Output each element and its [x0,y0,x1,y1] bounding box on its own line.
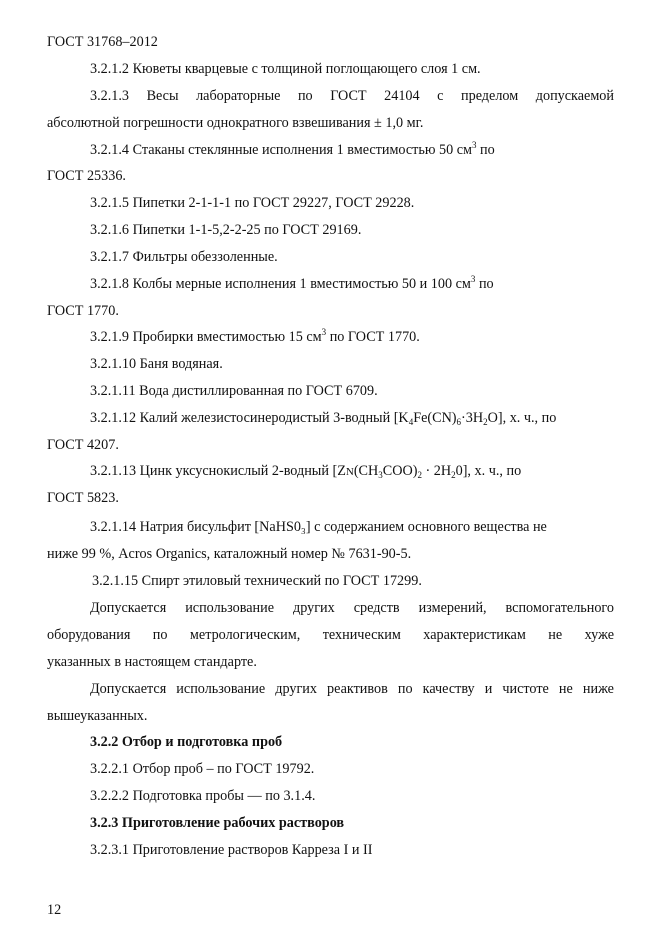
document-header: ГОСТ 31768–2012 [47,34,158,50]
item-3-2-1-12-line2: ГОСТ 4207. [47,437,119,453]
page-number: 12 [47,902,62,918]
section-heading-3-2-3: 3.2.3 Приготовление рабочих растворов [90,815,345,831]
item-3-2-1-7: 3.2.1.7 Фильтры обеззоленные. [90,249,278,265]
section-heading-3-2-2: 3.2.2 Отбор и подготовка проб [90,734,283,750]
item-3-2-1-8-line2: ГОСТ 1770. [47,303,119,319]
item-3-2-1-13-line2: ГОСТ 5823. [47,490,119,506]
item-3-2-2-2: 3.2.2.2 Подготовка пробы — по 3.1.4. [90,788,316,804]
item-3-2-1-14-line1: 3.2.1.14 Натрия бисульфит [NaHS0₃] с содержанием основного вещества не [90,519,547,535]
item-3-2-1-15: 3.2.1.15 Спирт этиловый технический по ГОСТ 17299. [92,573,422,589]
paragraph-1-line1: Допускается использование других средств измерений, вспомогательного [90,600,614,616]
item-3-2-2-1: 3.2.2.1 Отбор проб – по ГОСТ 19792. [90,761,315,777]
item-3-2-1-3-line2: абсолютной погрешности однократного взвешивания ± 1,0 мг. [47,115,424,131]
item-3-2-1-10: 3.2.1.10 Баня водяная. [90,356,223,372]
item-3-2-1-9: 3.2.1.9 Пробирки вместимостью 15 $см^3$ по ГОСТ 1770. [90,327,420,345]
item-3-2-1-13-line1: 3.2.1.13 Цинк уксуснокислый 2-водный $[ZN(CH_3COO)_2 \cdot 2H_20]$, х. ч., по [90,463,522,480]
item-3-2-1-5: 3.2.1.5 Пипетки 2-1-1-1 по ГОСТ 29227, ГОСТ 29228. [90,195,415,211]
paragraph-1-line3: указанных в настоящем стандарте. [47,654,257,670]
item-3-2-1-8-line1: 3.2.1.8 Колбы мерные исполнения 1 вместимостью 50 и 100 $см^3$ по [90,274,494,292]
item-3-2-1-4-line2: ГОСТ 25336. [47,168,126,184]
item-3-2-1-2: 3.2.1.2 Кюветы кварцевые с толщиной поглощающего слоя 1 см. [90,61,481,77]
item-3-2-1-3-line1: 3.2.1.3 Весы лабораторные по ГОСТ 24104 с пределом допускаемой [90,88,614,104]
item-3-2-1-12-line1: 3.2.1.12 Калий железистосинеродистый 3-водный $[K_4Fe(CN)_6\cdot 3H_2O]$, х. ч., по [90,410,557,427]
item-3-2-1-4-line1: 3.2.1.4 Стаканы стеклянные исполнения 1 вместимостью 50 $см^3$ по [90,140,495,158]
item-3-2-3-1: 3.2.3.1 Приготовление растворов Карреза I и II [90,842,373,858]
item-3-2-1-14-line2: ниже 99 %, Acros Organics, каталожный номер № 7631-90-5. [47,546,412,562]
item-3-2-1-6: 3.2.1.6 Пипетки 1-1-5,2-2-25 по ГОСТ 29169. [90,222,362,238]
item-3-2-1-11: 3.2.1.11 Вода дистиллированная по ГОСТ 6709. [90,383,378,399]
paragraph-2-line2: вышеуказанных. [47,708,148,724]
paragraph-2-line1: Допускается использование других реактивов по качеству и чистоте не ниже [90,681,614,697]
paragraph-1-line2: оборудования по метрологическим, техническим характеристикам не хуже [47,627,614,643]
